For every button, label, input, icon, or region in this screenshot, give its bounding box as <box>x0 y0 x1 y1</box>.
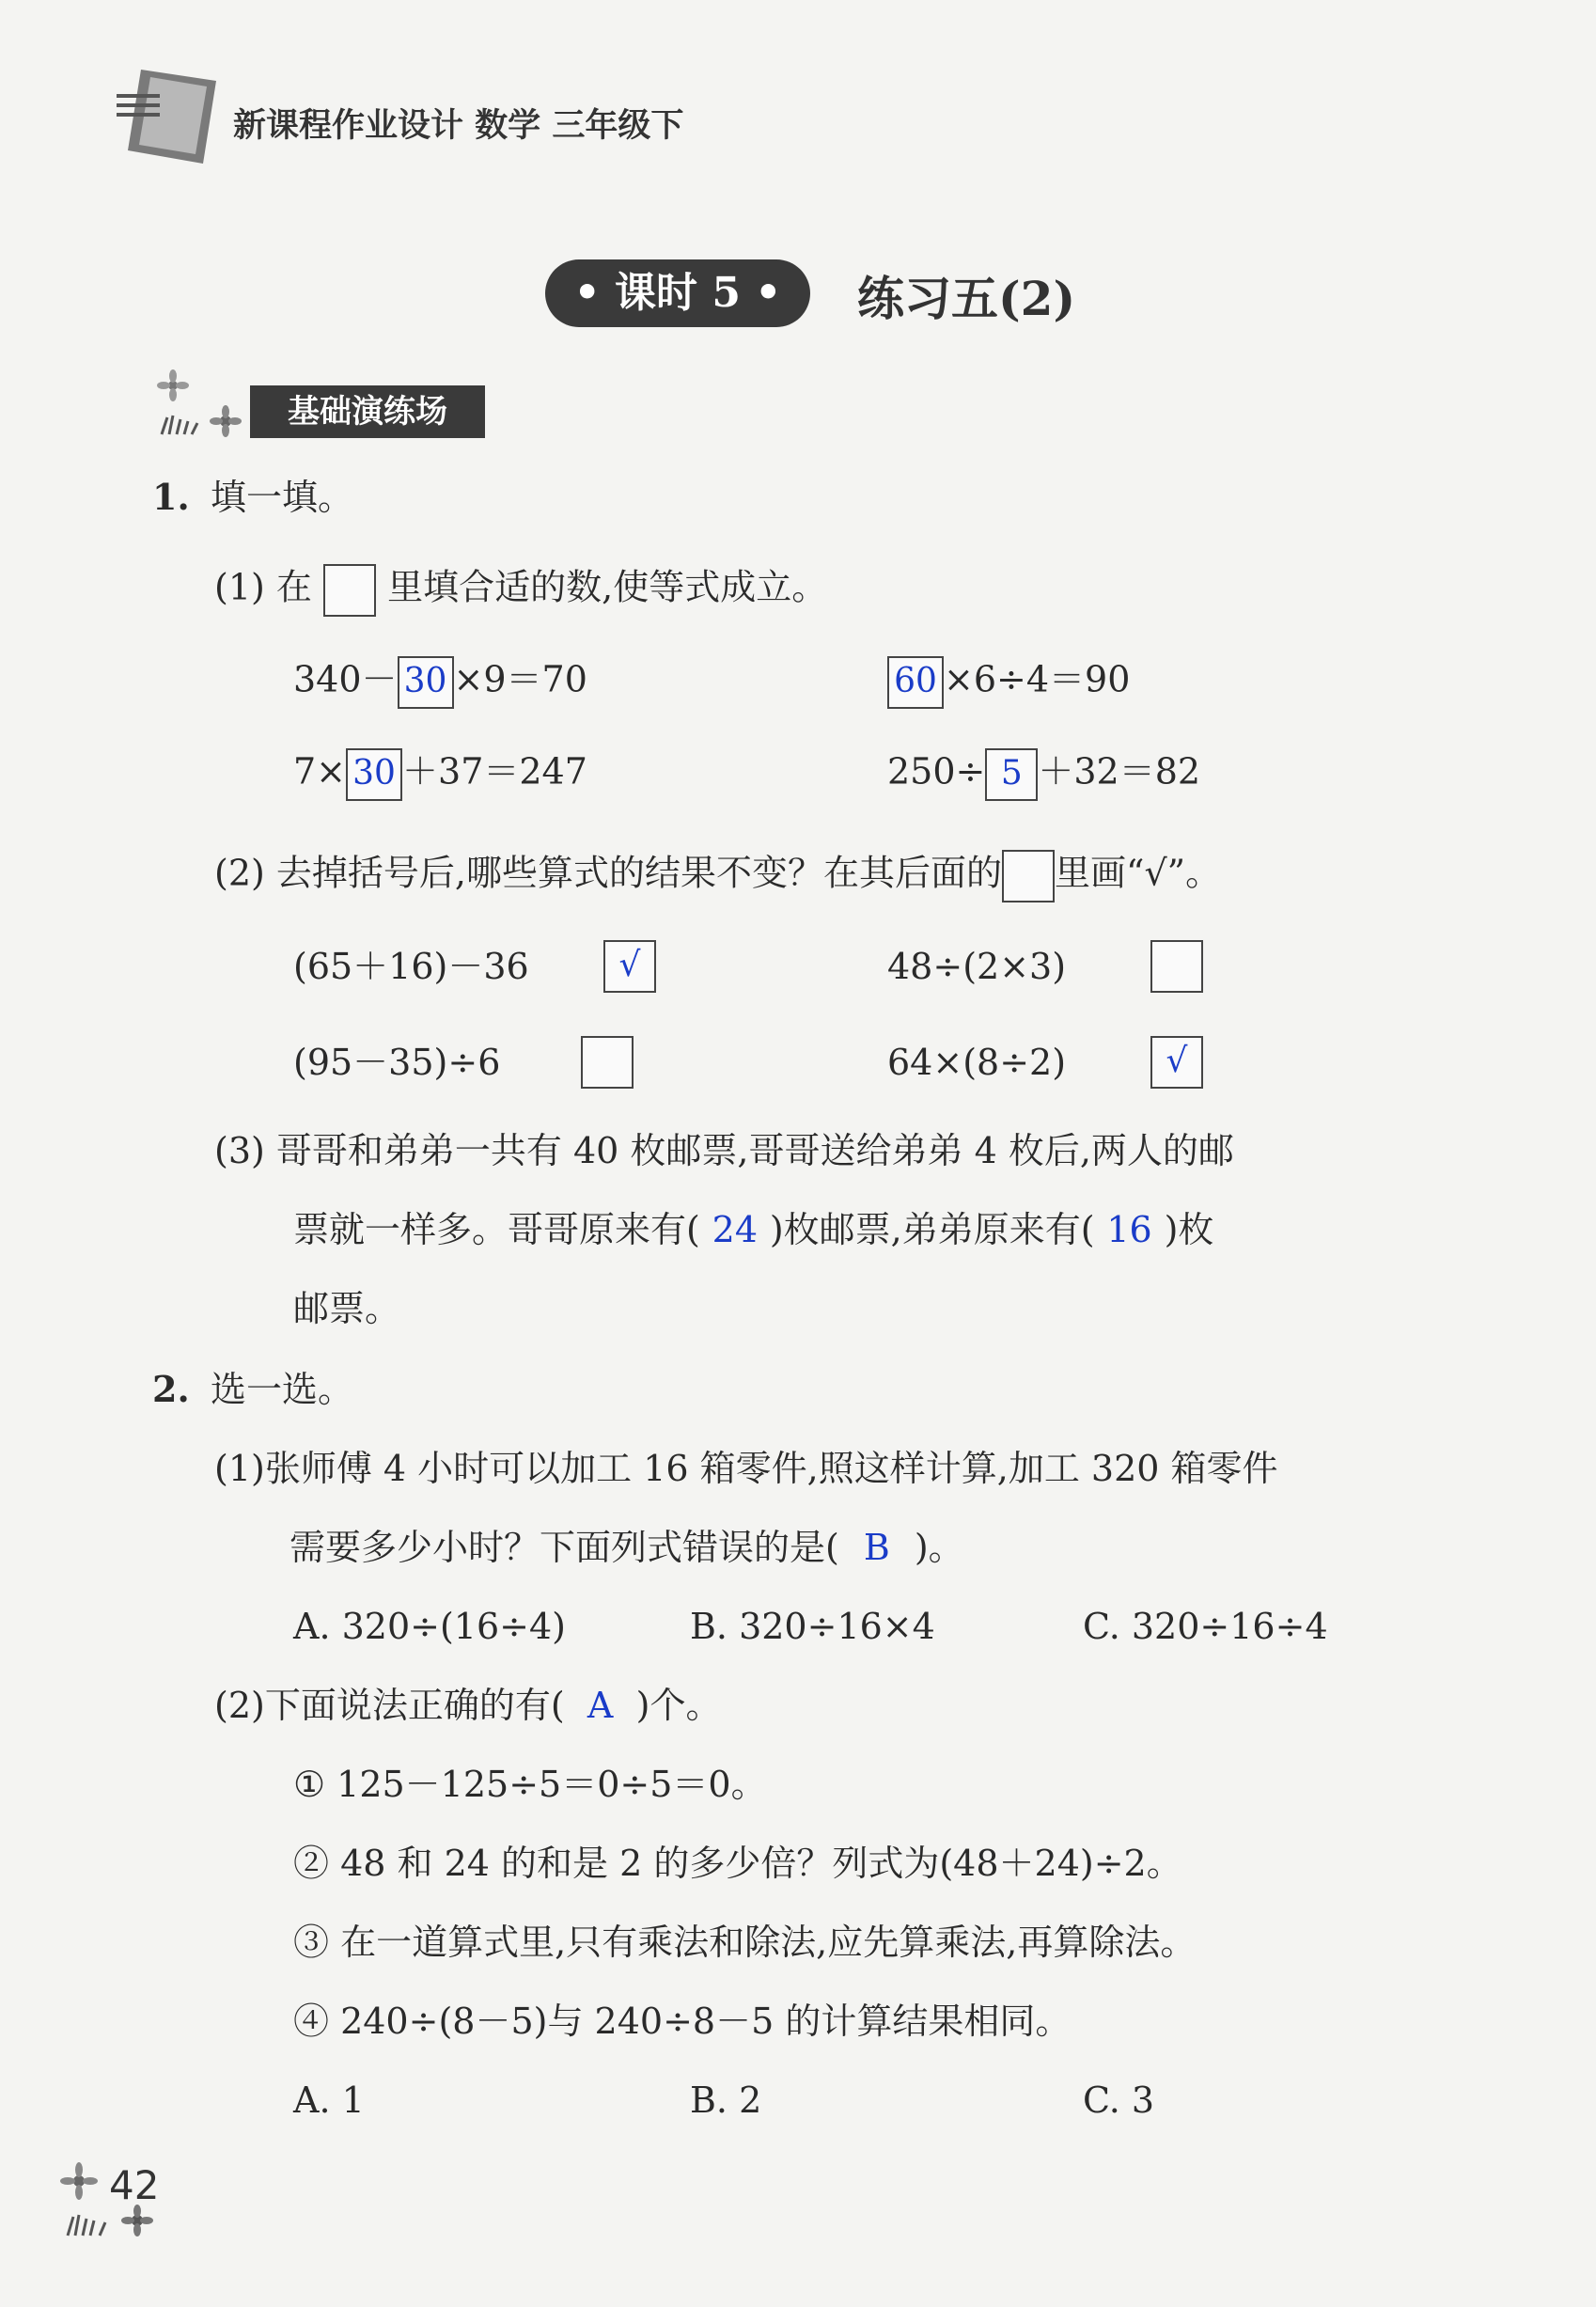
q1-p3-label: (3) <box>214 1130 265 1171</box>
q1-title: 填一填。 <box>211 477 354 518</box>
q1-p3-text: 哥哥和弟弟一共有 40 枚邮票,哥哥送给弟弟 4 枚后,两人的邮 <box>275 1130 1234 1171</box>
check-item-expr: (65＋16)－36 <box>293 946 529 987</box>
check-item-expr: 64×(8÷2) <box>887 1042 1067 1083</box>
statement-4: ④ 240÷(8－5)与 240÷8－5 的计算结果相同。 <box>293 2001 1072 2042</box>
eq1-answer-box[interactable]: 30 <box>398 656 454 709</box>
option-b[interactable]: B. 2 <box>690 2079 762 2121</box>
eq2-right: ×6÷4＝90 <box>944 658 1131 700</box>
q2-p1-text: 需要多少小时？下面列式错误的是( <box>289 1527 839 1568</box>
q1-p2-prompt-after: 里画“√”。 <box>1055 852 1222 894</box>
check-empty-box <box>581 1036 634 1089</box>
equation-3 <box>293 748 587 801</box>
q1-number: 1. <box>152 476 190 518</box>
q1-p1-prompt <box>214 564 827 617</box>
q1-p2-label: (2) <box>214 852 265 894</box>
check-item-box[interactable] <box>1150 1036 1203 1089</box>
q1-p3-line1 <box>214 1128 1234 1173</box>
check-item <box>887 944 1066 989</box>
q2-p1-text: 张师傅 4 小时可以加工 16 箱零件,照这样计算,加工 320 箱零件 <box>264 1448 1278 1489</box>
option-c[interactable]: C. 3 <box>1083 2079 1155 2121</box>
lesson-title: 练习五(2) <box>857 271 1076 326</box>
check-item-expr: 48÷(2×3) <box>887 946 1067 987</box>
check-item-box[interactable] <box>581 1036 634 1089</box>
q2-p1-line1 <box>214 1446 1278 1491</box>
eq2-answer-box[interactable]: 60 <box>887 656 944 709</box>
book-icon <box>113 60 226 173</box>
q1-p3-line3: 邮票。 <box>293 1288 401 1329</box>
q2-p2-label: (2) <box>214 1685 265 1726</box>
page-number: 42 <box>109 2162 160 2208</box>
q1-p3-text: 票就一样多。哥哥原来有( <box>293 1209 700 1250</box>
book-header-title: 新课程作业设计 数学 三年级下 <box>233 107 684 145</box>
equation-1 <box>293 656 587 709</box>
q2-p2-text: 下面说法正确的有( <box>264 1685 565 1726</box>
q2-number: 2. <box>152 1368 190 1410</box>
equation-2 <box>887 656 1130 709</box>
eq4-left: 250÷ <box>887 750 986 793</box>
q2-p1-line2 <box>289 1525 964 1570</box>
q2-title: 选一选。 <box>211 1369 354 1410</box>
q1-p1-prompt-after: 里填合适的数,使等式成立。 <box>387 566 828 608</box>
q1-p3-text: )枚 <box>1164 1209 1214 1250</box>
eq3-right: ＋37＝247 <box>402 750 587 793</box>
option-b[interactable]: B. 320÷16×4 <box>690 1606 935 1647</box>
eq1-right: ×9＝70 <box>453 658 587 700</box>
q1-p3-line2 <box>293 1207 1213 1252</box>
q2-p2-prompt <box>214 1683 721 1728</box>
empty-answer-box <box>323 564 376 617</box>
answer-older-brother[interactable]: 24 <box>712 1209 758 1250</box>
q1-p2-prompt-before: 去掉括号后,哪些算式的结果不变？在其后面的 <box>275 852 1003 894</box>
check-item <box>293 1040 500 1085</box>
q1-p3-text: )枚邮票,弟弟原来有( <box>769 1209 1095 1250</box>
statement-1: ① 125－125÷5＝0÷5＝0。 <box>293 1764 767 1805</box>
statement-2: ② 48 和 24 的和是 2 的多少倍？列式为(48＋24)÷2。 <box>293 1843 1182 1884</box>
checkmark-icon: √ <box>603 940 656 993</box>
answer-choice[interactable]: B <box>863 1527 890 1568</box>
q2-p1-label: (1) <box>214 1448 265 1489</box>
flower-icon <box>152 369 246 444</box>
lesson-badge: • 课时 5 • <box>545 259 810 327</box>
eq3-answer-box[interactable]: 30 <box>346 748 402 801</box>
check-item-box[interactable] <box>603 940 656 993</box>
q1-p1-label: (1) <box>214 566 265 608</box>
check-item <box>887 1040 1066 1085</box>
eq1-left: 340－ <box>293 658 398 700</box>
empty-answer-box <box>1002 850 1055 902</box>
q2-p2-text: )个。 <box>635 1685 722 1726</box>
statement-3: ③ 在一道算式里,只有乘法和除法,应先算乘法,再算除法。 <box>293 1922 1197 1963</box>
option-c[interactable]: C. 320÷16÷4 <box>1083 1606 1328 1647</box>
option-a[interactable]: A. 320÷(16÷4) <box>293 1606 566 1647</box>
check-item <box>293 944 529 989</box>
check-empty-box <box>1150 940 1203 993</box>
eq3-left: 7× <box>293 750 347 793</box>
eq4-right: ＋32＝82 <box>1038 750 1201 793</box>
answer-younger-brother[interactable]: 16 <box>1106 1209 1152 1250</box>
eq4-answer-box[interactable]: 5 <box>985 748 1038 801</box>
q1-p2-prompt <box>214 850 1221 902</box>
check-item-box[interactable] <box>1150 940 1203 993</box>
equation-4 <box>887 748 1200 801</box>
checkmark-icon: √ <box>1150 1036 1203 1089</box>
option-a[interactable]: A. 1 <box>293 2079 365 2121</box>
answer-choice[interactable]: A <box>587 1685 614 1726</box>
q1-p1-prompt-before: 在 <box>275 566 312 608</box>
section-badge: 基础演练场 <box>250 385 485 438</box>
q2-p1-text: )。 <box>914 1527 964 1568</box>
check-item-expr: (95－35)÷6 <box>293 1042 501 1083</box>
